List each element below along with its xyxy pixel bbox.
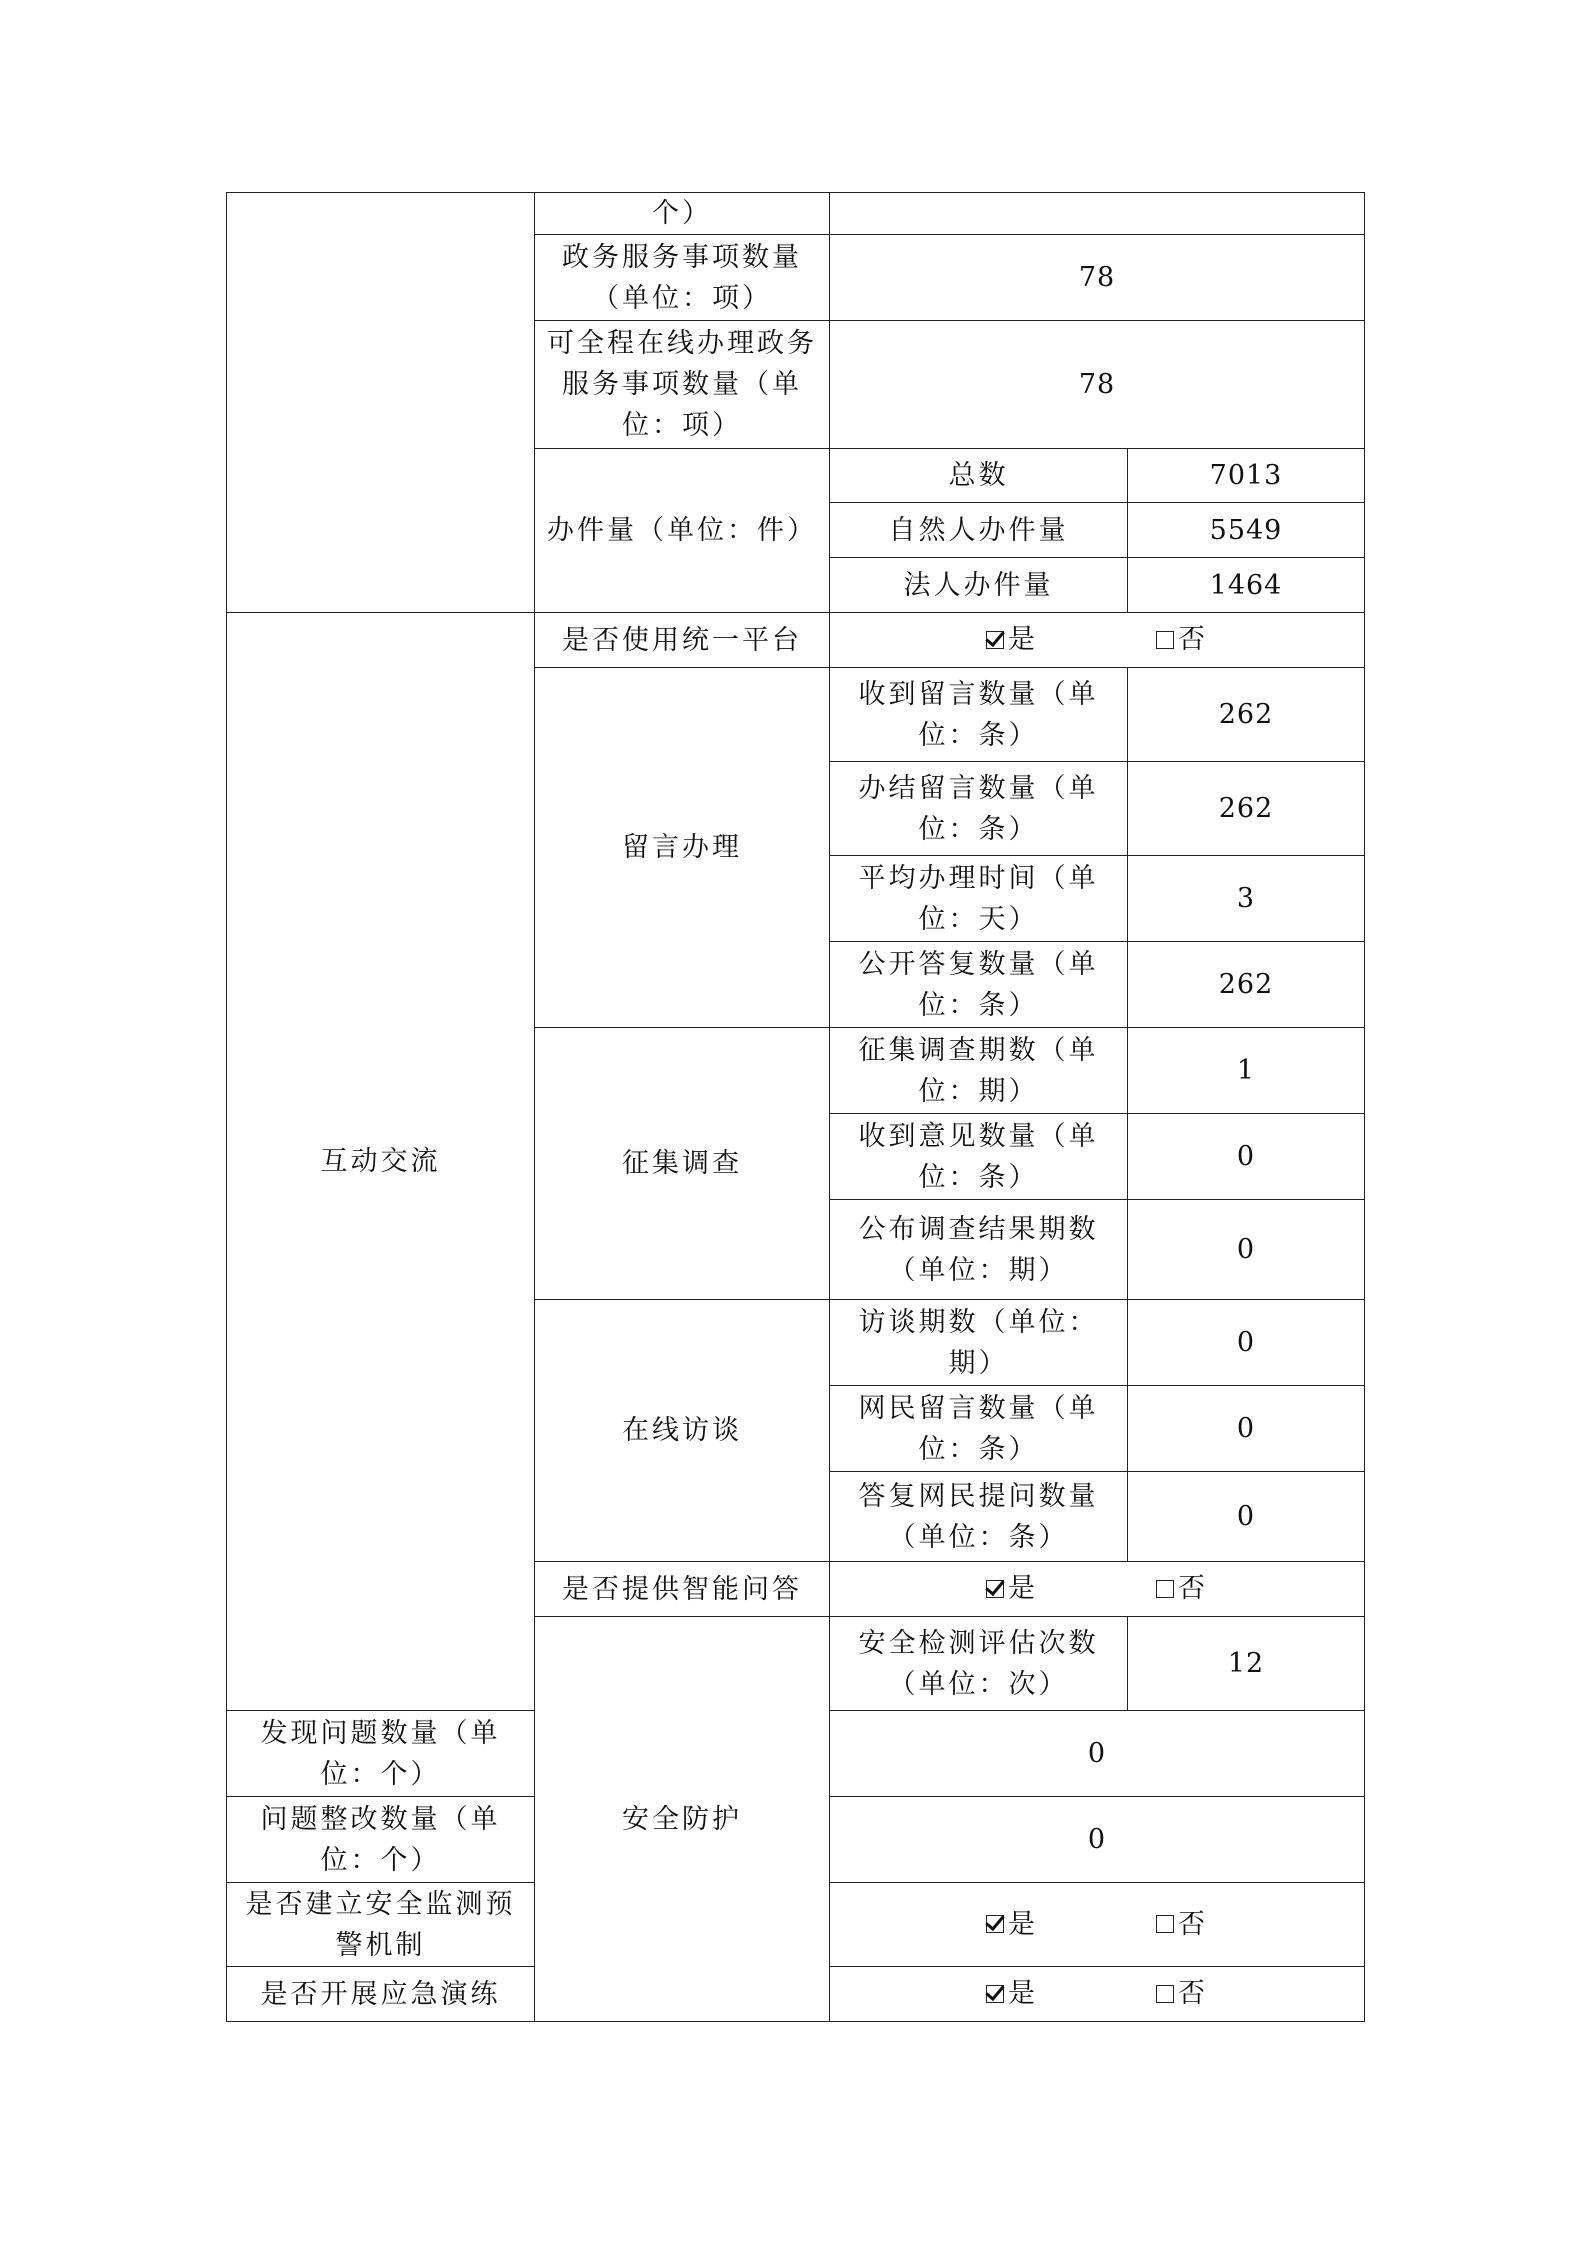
gov-items-value: 78 bbox=[830, 235, 1365, 321]
interview-answers-value: 0 bbox=[1128, 1472, 1365, 1562]
table-row bbox=[227, 193, 1365, 235]
messages-received-label: 收到留言数量（单位：条） bbox=[830, 668, 1128, 762]
security-category: 安全防护 bbox=[535, 1617, 830, 2022]
security-warning-choice bbox=[830, 1883, 1365, 1967]
checked-checkbox-icon[interactable] bbox=[986, 631, 1004, 649]
messages-completed-label: 办结留言数量（单位：条） bbox=[830, 762, 1128, 856]
yes-label: 是 bbox=[1008, 1573, 1038, 1605]
survey-periods-value: 1 bbox=[1128, 1028, 1365, 1114]
cases-legal-label: 法人办件量 bbox=[830, 558, 1128, 613]
cases-label: 办件量（单位：件） bbox=[535, 449, 830, 613]
empty-checkbox-icon[interactable] bbox=[1156, 631, 1174, 649]
unified-platform-choice bbox=[830, 613, 1365, 668]
interaction-category: 互动交流 bbox=[227, 613, 535, 1711]
security-warning-label: 是否建立安全监测预警机制 bbox=[227, 1883, 535, 1967]
no-label: 否 bbox=[1178, 1978, 1208, 2010]
interview-messages-label: 网民留言数量（单位：条） bbox=[830, 1386, 1128, 1472]
messages-avg-time-label: 平均办理时间（单位：天） bbox=[830, 856, 1128, 942]
checked-checkbox-icon[interactable] bbox=[986, 1915, 1004, 1933]
cases-natural-value: 5549 bbox=[1128, 503, 1365, 558]
messages-public-reply-value: 262 bbox=[1128, 942, 1365, 1028]
no-label: 否 bbox=[1178, 1573, 1208, 1605]
security-issues-label: 发现问题数量（单位：个） bbox=[227, 1711, 535, 1797]
messages-label: 留言办理 bbox=[535, 668, 830, 1028]
messages-completed-value: 262 bbox=[1128, 762, 1365, 856]
smart-qa-label: 是否提供智能问答 bbox=[535, 1562, 830, 1617]
survey-opinions-label: 收到意见数量（单位：条） bbox=[830, 1114, 1128, 1200]
security-checks-label: 安全检测评估次数（单位：次） bbox=[830, 1617, 1128, 1711]
survey-periods-label: 征集调查期数（单位：期） bbox=[830, 1028, 1128, 1114]
interview-label: 在线访谈 bbox=[535, 1300, 830, 1562]
cases-legal-value: 1464 bbox=[1128, 558, 1365, 613]
continued-value-cell bbox=[830, 193, 1365, 235]
checked-checkbox-icon[interactable] bbox=[986, 1985, 1004, 2003]
survey-opinions-value: 0 bbox=[1128, 1114, 1365, 1200]
interview-periods-value: 0 bbox=[1128, 1300, 1365, 1386]
security-fixed-label: 问题整改数量（单位：个） bbox=[227, 1797, 535, 1883]
security-drill-choice bbox=[830, 1967, 1365, 2022]
empty-checkbox-icon[interactable] bbox=[1156, 1915, 1174, 1933]
messages-received-value: 262 bbox=[1128, 668, 1365, 762]
messages-avg-time-value: 3 bbox=[1128, 856, 1365, 942]
security-checks-value: 12 bbox=[1128, 1617, 1365, 1711]
table-row bbox=[227, 613, 1365, 668]
security-drill-label: 是否开展应急演练 bbox=[227, 1967, 535, 2022]
cases-total-label: 总数 bbox=[830, 449, 1128, 503]
survey-label: 征集调查 bbox=[535, 1028, 830, 1300]
statistics-table bbox=[226, 192, 1365, 2022]
online-items-value: 78 bbox=[830, 321, 1365, 449]
interview-messages-value: 0 bbox=[1128, 1386, 1365, 1472]
survey-results-label: 公布调查结果期数（单位：期） bbox=[830, 1200, 1128, 1300]
continued-unit-label: 个） bbox=[535, 193, 830, 235]
security-issues-value: 0 bbox=[830, 1711, 1365, 1797]
survey-results-value: 0 bbox=[1128, 1200, 1365, 1300]
yes-label: 是 bbox=[1008, 624, 1038, 656]
cases-natural-label: 自然人办件量 bbox=[830, 503, 1128, 558]
smart-qa-choice bbox=[830, 1562, 1365, 1617]
interview-answers-label: 答复网民提问数量（单位：条） bbox=[830, 1472, 1128, 1562]
security-fixed-value: 0 bbox=[830, 1797, 1365, 1883]
online-items-label: 可全程在线办理政务服务事项数量（单位：项） bbox=[535, 321, 830, 449]
yes-label: 是 bbox=[1008, 1908, 1038, 1940]
messages-public-reply-label: 公开答复数量（单位：条） bbox=[830, 942, 1128, 1028]
empty-checkbox-icon[interactable] bbox=[1156, 1985, 1174, 2003]
category-cell-empty bbox=[227, 193, 535, 613]
yes-label: 是 bbox=[1008, 1978, 1038, 2010]
cases-total-value: 7013 bbox=[1128, 449, 1365, 503]
empty-checkbox-icon[interactable] bbox=[1156, 1580, 1174, 1598]
no-label: 否 bbox=[1178, 1908, 1208, 1940]
no-label: 否 bbox=[1178, 624, 1208, 656]
unified-platform-label: 是否使用统一平台 bbox=[535, 613, 830, 668]
gov-items-label: 政务服务事项数量（单位：项） bbox=[535, 235, 830, 321]
interview-periods-label: 访谈期数（单位：期） bbox=[830, 1300, 1128, 1386]
checked-checkbox-icon[interactable] bbox=[986, 1580, 1004, 1598]
